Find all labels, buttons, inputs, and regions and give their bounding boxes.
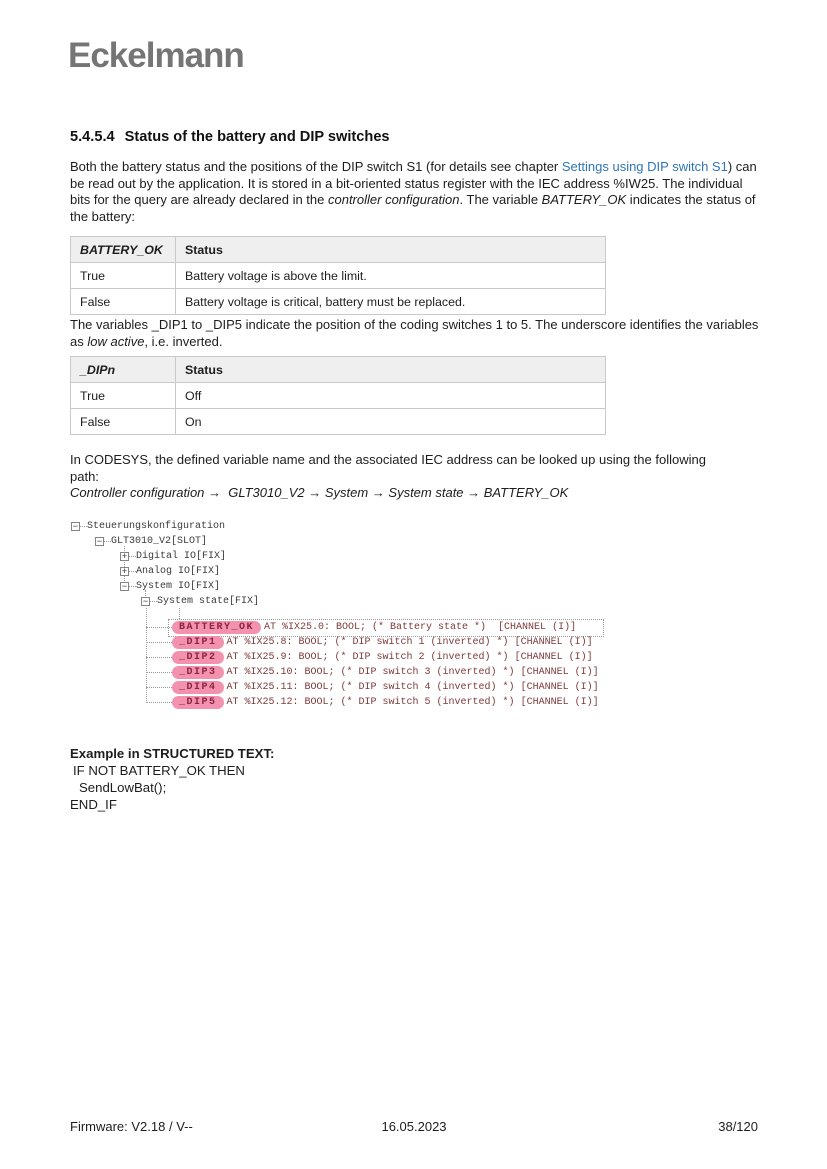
battery-status-table [70, 236, 606, 315]
table-cell: True [71, 263, 176, 289]
italic-text: low active [87, 333, 145, 349]
tree-node-label: System state[FIX] [157, 596, 260, 607]
collapse-icon: − [72, 521, 79, 532]
company-logo: Eckelmann [68, 36, 244, 75]
tree-connector [146, 657, 172, 658]
highlighted-variable-name: _DIP2 [172, 651, 224, 664]
collapse-icon: − [96, 536, 103, 547]
footer-date: 16.05.2023 [381, 1119, 447, 1134]
column-header-status: Status [176, 357, 606, 383]
highlighted-variable-name: _DIP1 [172, 636, 224, 649]
text-run: indicates the status of the battery: [70, 192, 756, 224]
section-number: 5.4.5.4 [70, 129, 115, 145]
text-run: In CODESYS, the defined variable name and the associated IEC address can be looked up using the following [70, 452, 706, 467]
text-run: Both the battery status and the positions of the DIP switch S1 (for details see chapter [70, 159, 562, 174]
tree-connector [146, 642, 172, 643]
column-header-variable: _DIPn [71, 357, 176, 383]
collapse-icon: − [142, 596, 149, 607]
tree-connector [146, 702, 172, 703]
italic-text: Controller configuration → GLT3010_V2 → System → System state → BATTERY_OK [70, 485, 569, 501]
variable-declaration-text: AT %IX25.9: BOOL; (* DIP switch 2 (inverted) *) [CHANNEL (I)] [226, 652, 593, 663]
text-run: . The variable [459, 192, 542, 208]
variable-declaration-row [146, 665, 599, 680]
variable-declaration-row [146, 620, 576, 635]
paragraph-codesys-path [70, 452, 762, 502]
tree-node [120, 580, 220, 593]
tree-connector [150, 601, 157, 602]
collapse-icon: − [121, 581, 128, 592]
example-code [70, 762, 274, 813]
variable-declaration-row [146, 635, 593, 650]
tree-connector [129, 586, 136, 587]
paragraph-battery-status [70, 159, 762, 225]
tree-connector [146, 627, 172, 628]
tree-node-label: Analog IO[FIX] [136, 566, 221, 577]
tree-connector [146, 672, 172, 673]
paragraph-dip-variables [70, 317, 762, 350]
text-run: , i.e. inverted. [144, 333, 223, 349]
table-cell: Battery voltage is critical, battery must be replaced. [176, 289, 606, 315]
footer-page-number: 38/120 [718, 1119, 758, 1134]
table-cell: On [176, 409, 606, 435]
tree-node [120, 550, 226, 563]
footer-firmware-version: Firmware: V2.18 / V-- [70, 1119, 193, 1134]
variable-declaration-row [146, 650, 593, 665]
column-header-status: Status [176, 237, 606, 263]
expand-icon: + [121, 551, 128, 562]
tree-node-label: Digital IO[FIX] [136, 551, 227, 562]
italic-text: controller configuration [327, 192, 460, 208]
variable-declaration-row [146, 695, 599, 710]
highlighted-variable-name: BATTERY_OK [172, 621, 261, 634]
table-cell: True [71, 383, 176, 409]
variable-declaration-text: AT %IX25.12: BOOL; (* DIP switch 5 (inverted) *) [CHANNEL (I)] [226, 697, 599, 708]
table-cell: False [71, 289, 176, 315]
page-footer [70, 1119, 758, 1136]
column-header-variable: BATTERY_OK [71, 237, 176, 263]
table-cell: Off [176, 383, 606, 409]
table-row [71, 289, 606, 315]
table-row [71, 383, 606, 409]
table-row [71, 263, 606, 289]
section-heading [70, 129, 390, 145]
example-code-line: IF NOT BATTERY_OK THEN [73, 763, 245, 778]
structured-text-example [70, 745, 274, 813]
tree-node [141, 595, 259, 608]
text-run: path: [70, 468, 99, 484]
tree-connector [179, 608, 180, 619]
tree-node [95, 535, 207, 548]
highlighted-variable-name: _DIP4 [172, 681, 224, 694]
text-run: The variables _DIP1 to _DIP5 indicate the position of the coding switches 1 to 5. The underscore identifies the variables as [70, 317, 759, 349]
tree-node-label: GLT3010_V2[SLOT] [111, 536, 208, 547]
tree-connector [104, 541, 111, 542]
tree-connector [80, 526, 87, 527]
dip-status-table [70, 356, 606, 435]
variable-declaration-text: AT %IX25.10: BOOL; (* DIP switch 3 (inverted) *) [CHANNEL (I)] [226, 667, 599, 678]
tree-node [71, 520, 225, 533]
table-cell: Battery voltage is above the limit. [176, 263, 606, 289]
highlighted-variable-name: _DIP3 [172, 666, 224, 679]
expand-icon: + [121, 566, 128, 577]
tree-connector [129, 571, 136, 572]
table-cell: False [71, 409, 176, 435]
example-code-line: END_IF [70, 797, 117, 812]
example-title: Example in STRUCTURED TEXT: [70, 746, 275, 761]
example-code-line: SendLowBat(); [79, 780, 167, 795]
variable-declaration-text: AT %IX25.8: BOOL; (* DIP switch 1 (inverted) *) [CHANNEL (I)] [226, 637, 593, 648]
text-run: ) can be read out by the application. It is stored in a bit-oriented status register with the IEC address %IW25. The individual bits for the query are already declared in the [70, 159, 757, 208]
tree-node [120, 565, 220, 578]
table-row [71, 409, 606, 435]
italic-text: BATTERY_OK [541, 192, 627, 208]
section-title: Status of the battery and DIP switches [124, 129, 390, 145]
codesys-tree-screenshot [70, 518, 620, 733]
variable-declaration-text: AT %IX25.0: BOOL; (* Battery state *) [CHANNEL (I)] [264, 622, 577, 633]
tree-connector [129, 556, 136, 557]
highlighted-variable-name: _DIP5 [172, 696, 224, 709]
tree-node-label: System IO[FIX] [136, 581, 221, 592]
tree-node-label: Steuerungskonfiguration [87, 521, 226, 532]
tree-connector [146, 687, 172, 688]
variable-declaration-text: AT %IX25.11: BOOL; (* DIP switch 4 (inverted) *) [CHANNEL (I)] [226, 682, 599, 693]
variable-declaration-row [146, 680, 599, 695]
link-settings-dip-switch[interactable]: Settings using DIP switch S1 [561, 159, 728, 174]
